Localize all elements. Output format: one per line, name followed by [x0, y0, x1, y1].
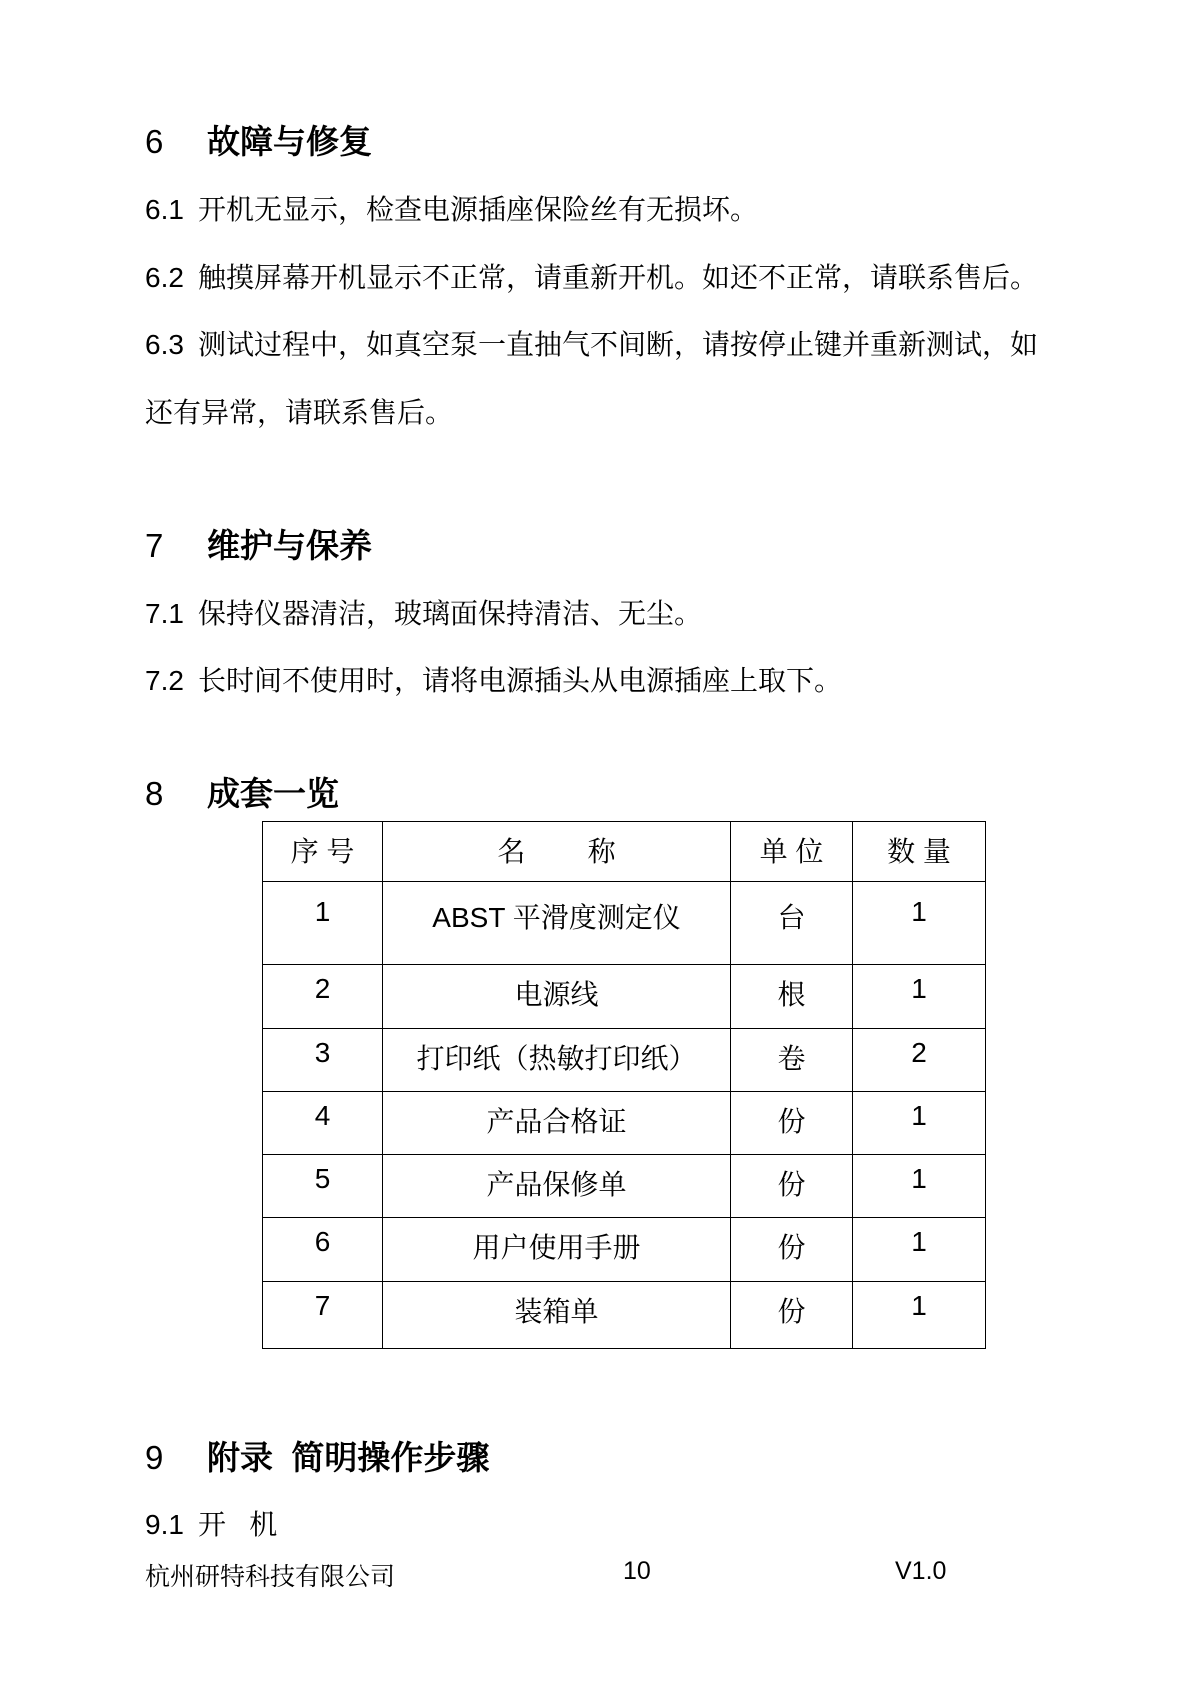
table-row [263, 1029, 986, 1092]
text: 7 [145, 527, 164, 564]
text: 9 [145, 1439, 164, 1476]
unit-cell: 份 [731, 1155, 853, 1218]
text: 保持仪器清洁，玻璃面保持清洁、无尘。 [197, 598, 702, 629]
text: 触摸屏幕开机显示不正常，请重新开机。如还不正常，请联系售后。 [197, 262, 1038, 293]
row-number-cell: 1 [263, 882, 383, 965]
section-heading-9 [145, 1432, 489, 1479]
row-number-cell: 7 [263, 1282, 383, 1349]
paragraph-7-1 [145, 592, 702, 632]
quantity-cell: 1 [853, 1092, 986, 1155]
unit-cell: 台 [731, 882, 853, 965]
unit-cell: 份 [731, 1282, 853, 1349]
row-number-cell: 3 [263, 1029, 383, 1092]
item-name-cell: 电源线 [383, 965, 731, 1029]
paragraph-6-1 [145, 188, 758, 228]
item-name-cell: 产品保修单 [383, 1155, 731, 1218]
text: 6.1 [145, 194, 184, 225]
quantity-cell: 1 [853, 1282, 986, 1349]
text: 长时间不使用时，请将电源插头从电源插座上取下。 [197, 665, 842, 696]
text: 6 [145, 123, 164, 160]
header-cell: 序 号 [263, 822, 383, 882]
text: 成套一览 [207, 775, 339, 812]
text: 7.2 [145, 665, 184, 696]
text: 6.3 [145, 329, 184, 360]
unit-cell: 份 [731, 1218, 853, 1282]
footer-version: V1.0 [895, 1557, 947, 1585]
text: 附录 简明操作步骤 [207, 1439, 490, 1476]
row-number-cell: 2 [263, 965, 383, 1029]
quantity-cell: 1 [853, 965, 986, 1029]
text: 7.1 [145, 598, 184, 629]
paragraph-6-2 [145, 256, 1038, 296]
table-row [263, 1155, 986, 1218]
paragraph-7-2 [145, 659, 842, 699]
quantity-cell: 2 [853, 1029, 986, 1092]
item-name-cell: ABST 平滑度测定仪 [383, 882, 731, 965]
paragraph-6-3 [145, 323, 1038, 363]
text: 开机无显示，检查电源插座保险丝有无损坏。 [197, 194, 758, 225]
header-cell: 单 位 [731, 822, 853, 882]
item-name-cell: 产品合格证 [383, 1092, 731, 1155]
quantity-cell: 1 [853, 882, 986, 965]
unit-cell: 份 [731, 1092, 853, 1155]
item-name-cell: 打印纸（热敏打印纸） [383, 1029, 731, 1092]
paragraph-9-1 [145, 1503, 277, 1543]
table-row [263, 882, 986, 965]
section-heading-7 [145, 520, 372, 567]
table-row [263, 965, 986, 1029]
section-heading-8 [145, 768, 339, 815]
table-header-row [263, 822, 986, 882]
row-number-cell: 6 [263, 1218, 383, 1282]
text: 8 [145, 775, 164, 812]
row-number-cell: 5 [263, 1155, 383, 1218]
footer-company: 杭州研特科技有限公司 [145, 1563, 396, 1591]
text: 6.2 [145, 262, 184, 293]
text: 测试过程中，如真空泵一直抽气不间断，请按停止键并重新测试，如 [197, 329, 1038, 360]
table-row [263, 1282, 986, 1349]
header-cell: 数 量 [853, 822, 986, 882]
quantity-cell: 1 [853, 1155, 986, 1218]
quantity-cell: 1 [853, 1218, 986, 1282]
row-number-cell: 4 [263, 1092, 383, 1155]
text: 维护与保养 [207, 527, 372, 564]
package-contents-table [262, 821, 986, 1349]
text: 故障与修复 [207, 123, 372, 160]
text: 9.1 [145, 1509, 184, 1540]
table-row [263, 1218, 986, 1282]
table-row [263, 1092, 986, 1155]
unit-cell: 根 [731, 965, 853, 1029]
text: 开 机 [197, 1509, 278, 1540]
header-cell: 名 称 [383, 822, 731, 882]
unit-cell: 卷 [731, 1029, 853, 1092]
footer-page-number: 10 [623, 1557, 651, 1585]
section-heading-6 [145, 116, 372, 163]
item-name-cell: 装箱单 [383, 1282, 731, 1349]
item-name-cell: 用户使用手册 [383, 1218, 731, 1282]
paragraph-6-3-continued: 还有异常，请联系售后。 [145, 397, 454, 428]
